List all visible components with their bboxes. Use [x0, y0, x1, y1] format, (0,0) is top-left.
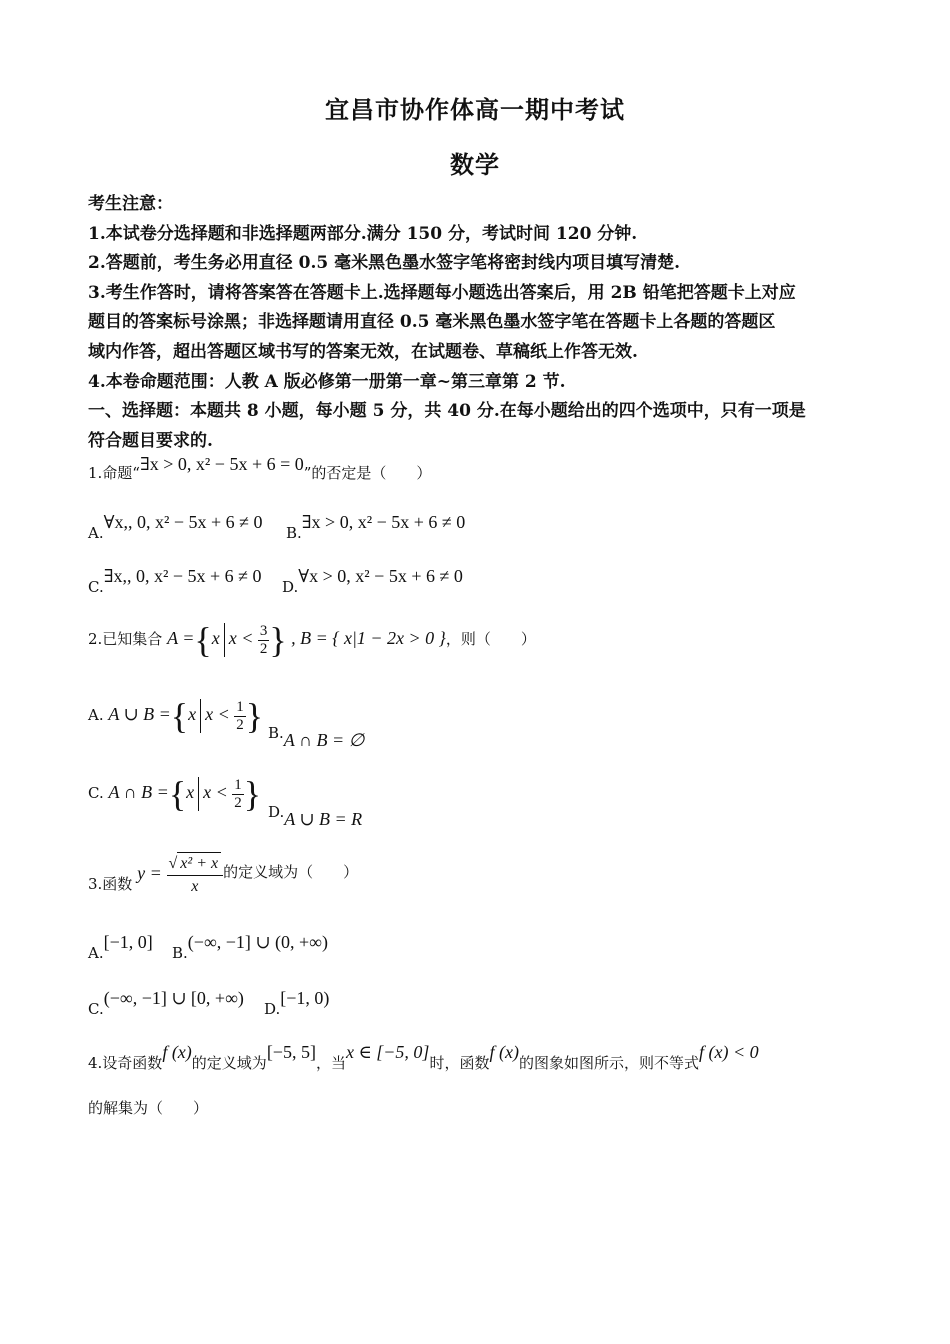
q3-option-a [88, 932, 153, 962]
q1-option-d [282, 566, 463, 596]
option-label: C. [88, 1000, 104, 1018]
q4-func: f (x) [162, 1042, 192, 1062]
q1-suffix: ”的否定是（ ） [303, 464, 432, 482]
q2-option-a [88, 698, 263, 734]
q3-option-b [172, 932, 328, 962]
set-a [167, 620, 291, 660]
brace-open: { [194, 620, 212, 660]
q2-option-c [88, 776, 261, 812]
option-label: A. [88, 524, 104, 542]
notice-line: 题目的答案标号涂黑；非选择题请用直径 0.5 毫米黑色墨水签字笔在答题卡上各题的答题区 [88, 312, 776, 333]
q3-y: y = [137, 863, 162, 883]
question-1 [88, 454, 432, 483]
q1-statement: ∃x > 0, x² − 5x + 6 = 0 [139, 454, 304, 474]
q2-option-b [268, 722, 365, 750]
notice-heading: 考生注意： [88, 194, 173, 214]
option-text: (−∞, −1] ∪ [0, +∞) [103, 988, 244, 1008]
q4-cond: x ∈ [−5, 0] [345, 1042, 430, 1062]
q4-text: ，当 [315, 1054, 346, 1072]
numerator: 1 [234, 776, 242, 793]
q1-option-b [286, 512, 466, 542]
q1-option-c [88, 566, 262, 596]
option-label: B. [172, 944, 188, 962]
option-label: D. [282, 578, 299, 596]
option-label: D. [264, 1000, 281, 1018]
q3-option-d [264, 988, 330, 1018]
notice-line: 1.本试卷分选择题和非选择题两部分.满分 150 分，考试时间 120 分钟. [88, 223, 638, 244]
denominator: 2 [236, 716, 244, 733]
set-a-left: A = [167, 628, 195, 649]
notice-line: 3.考生作答时，请将答案答在答题卡上.选择题每小题选出答案后，用 2B 铅笔把答题卡上对应 [88, 282, 796, 303]
option-text: ∀x > 0, x² − 5x + 6 ≠ 0 [298, 566, 463, 586]
bar [198, 777, 199, 811]
option-text: ∃x,, 0, x² − 5x + 6 ≠ 0 [103, 566, 262, 586]
option-text: [−1, 0) [280, 988, 330, 1008]
brace-close: } [269, 620, 287, 660]
question-4 [88, 1042, 759, 1072]
question-2 [88, 622, 536, 658]
notice-line: 一、选择题：本题共 8 小题，每小题 5 分，共 40 分.在每小题给出的四个选项中，只有一项是 [88, 401, 806, 422]
notice-line: 2.答题前，考生务必用直径 0.5 毫米黑色墨水签字笔将密封线内项目填写清楚. [88, 253, 681, 274]
subject-title: 数学 [450, 150, 500, 179]
notice-block [88, 190, 878, 456]
option-label: C. [88, 578, 104, 596]
exam-title: 宜昌市协作体高一期中考试 [325, 95, 625, 124]
q3-fraction [167, 852, 224, 898]
notice-line: 符合题目要求的. [88, 430, 213, 451]
radicand: x² + x [177, 852, 221, 875]
bar [224, 623, 225, 657]
option-text: ∃x > 0, x² − 5x + 6 ≠ 0 [301, 512, 466, 532]
numerator: 3 [259, 622, 268, 639]
option-text [108, 696, 263, 736]
c-left: A ∩ B = [108, 782, 169, 803]
denominator: 2 [234, 794, 242, 811]
q3-suffix: 的定义域为（ ） [223, 863, 359, 881]
q2-suffix: ，则（ ） [445, 630, 536, 649]
option-text: A ∩ B = ∅ [283, 730, 365, 750]
fraction [234, 699, 246, 734]
fraction [232, 777, 244, 812]
question-3 [88, 852, 358, 898]
q2-option-d [268, 801, 363, 829]
q3-prefix: 3.函数 [88, 875, 133, 893]
option-label: D. [268, 803, 285, 821]
denominator: 2 [259, 640, 268, 657]
numerator: 1 [236, 698, 244, 715]
option-label: A. [88, 706, 104, 725]
option-text: [−1, 0] [103, 932, 153, 952]
option-label: A. [88, 944, 104, 962]
a-left: A ∪ B = [108, 704, 171, 725]
q4-func: f (x) [489, 1042, 519, 1062]
brace-close: } [245, 696, 263, 736]
q4-line2: 的解集为（ ） [88, 1099, 209, 1117]
q1-prefix: 1.命题“ [88, 464, 140, 482]
notice-line: 域内作答，超出答题区域书写的答案无效，在试题卷、草稿纸上作答无效. [88, 341, 638, 362]
q2-prefix: 2.已知集合 [88, 630, 163, 649]
q1-option-a [88, 512, 263, 542]
brace-open: { [168, 774, 187, 814]
brace-close: } [243, 774, 262, 814]
option-text: ∀x,, 0, x² − 5x + 6 ≠ 0 [103, 512, 263, 532]
set-b: , B = { x|1 − 2x > 0 } [291, 628, 446, 649]
q3-option-c [88, 988, 244, 1018]
q4-text: 4.设奇函数 [88, 1054, 163, 1072]
fraction [258, 623, 270, 658]
a-cond: x < [205, 704, 230, 725]
q4-inequality: f (x) < 0 [698, 1042, 759, 1062]
q4-text: 的图象如图所示，则不等式 [518, 1054, 699, 1072]
c-cond: x < [203, 782, 228, 803]
q4-domain: [−5, 5] [266, 1042, 316, 1062]
q4-text: 的定义域为 [191, 1054, 267, 1072]
bar [200, 699, 201, 733]
option-label: B. [286, 524, 302, 542]
set-a-cond: x < [228, 628, 254, 649]
set-a-var: x [211, 628, 220, 649]
option-label: C. [88, 784, 104, 803]
q4-text: 时，函数 [429, 1054, 490, 1072]
option-text: A ∪ B = R [284, 809, 363, 829]
a-var: x [188, 704, 197, 725]
brace-open: { [170, 696, 189, 736]
option-text: (−∞, −1] ∪ (0, +∞) [187, 932, 328, 952]
c-var: x [186, 782, 195, 803]
denominator: x [191, 878, 199, 895]
numerator: √ x² + x [167, 852, 224, 876]
notice-line: 4.本卷命题范围：人教 A 版必修第一册第一章~第三章第 2 节. [88, 371, 566, 392]
option-text [108, 774, 262, 814]
option-label: B. [268, 724, 284, 742]
